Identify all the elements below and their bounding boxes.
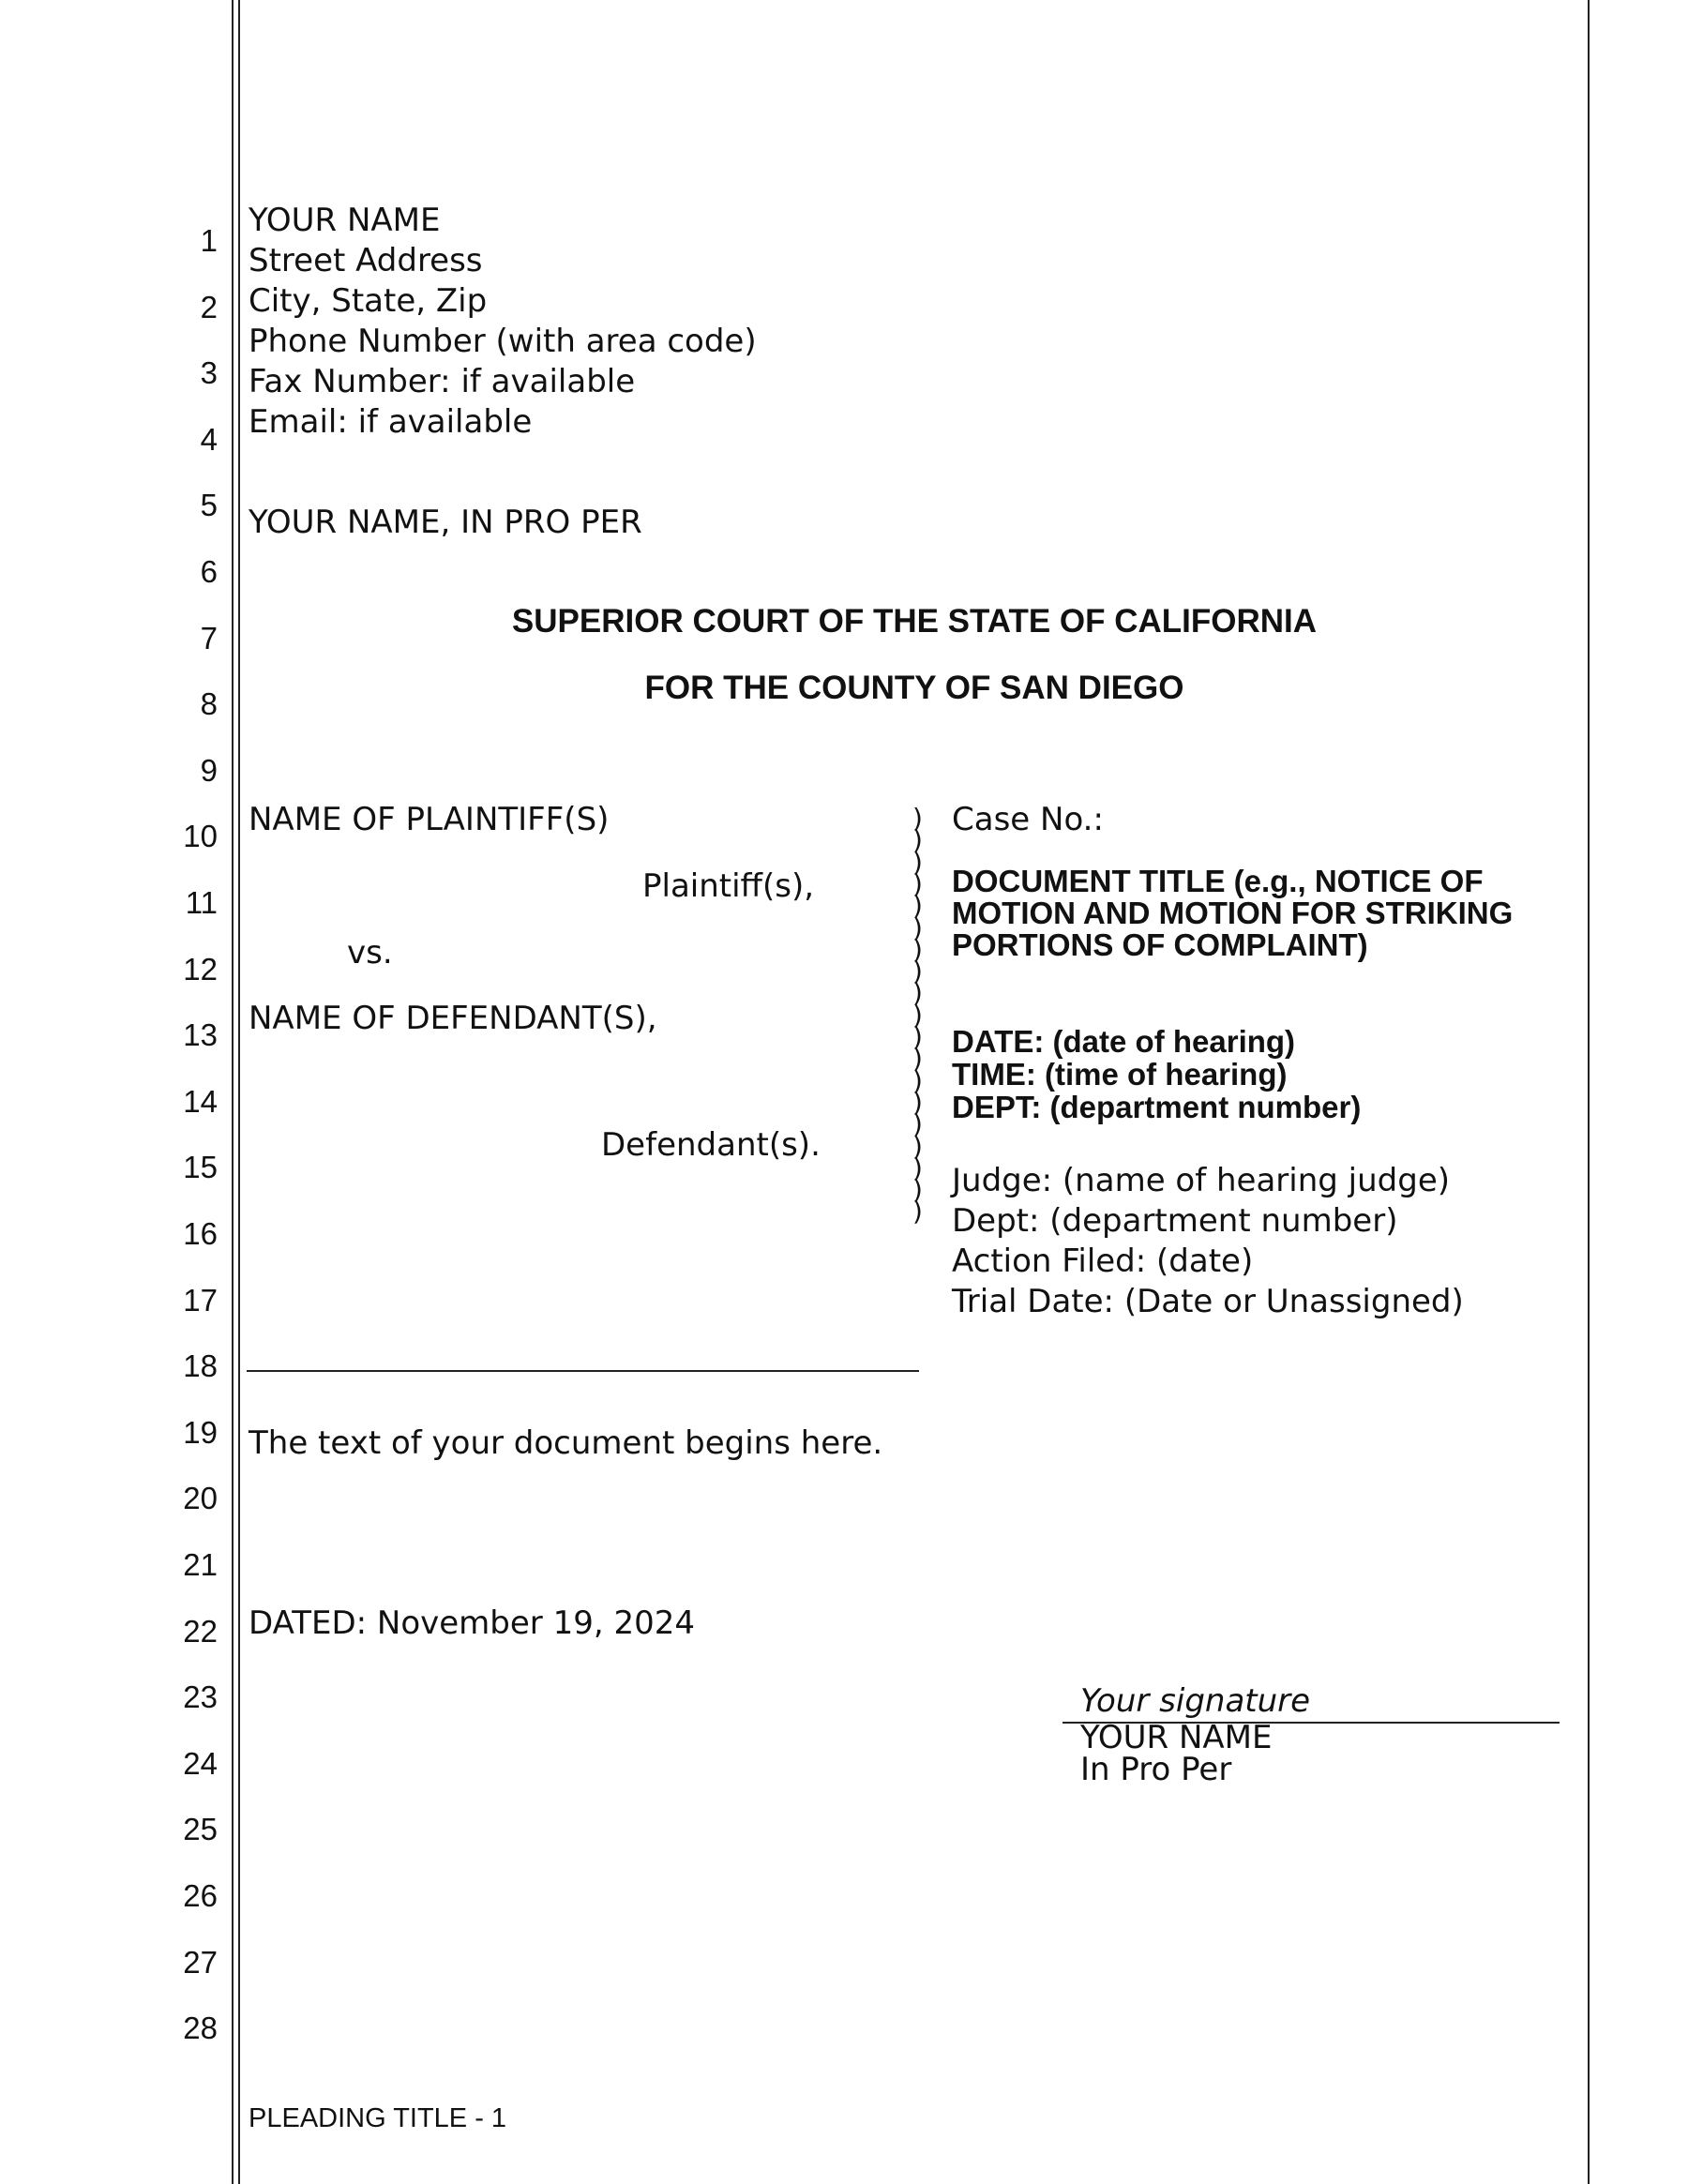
plaintiff-label: Plaintiff(s), <box>642 867 815 905</box>
caption-paren: ) <box>912 1021 923 1052</box>
hearing-date: DATE: (date of hearing) <box>952 1024 1296 1059</box>
line-number: 1 <box>200 223 218 258</box>
line-number: 15 <box>183 1150 218 1185</box>
versus: vs. <box>347 934 393 972</box>
line-number: 3 <box>200 355 218 391</box>
line-number: 17 <box>183 1282 218 1318</box>
caption-paren: ) <box>912 1174 923 1206</box>
signer-name: YOUR NAME <box>1080 1719 1273 1756</box>
line-number: 23 <box>183 1679 218 1715</box>
document-title-line: DOCUMENT TITLE (e.g., NOTICE OF <box>952 864 1484 898</box>
attorney-phone: Phone Number (with area code) <box>249 323 757 360</box>
line-number: 7 <box>200 620 218 655</box>
attorney-fax: Fax Number: if available <box>249 363 636 400</box>
line-number: 18 <box>183 1348 218 1384</box>
caption-paren: ) <box>912 890 923 922</box>
hearing-dept: DEPT: (department number) <box>952 1090 1362 1124</box>
line-number: 14 <box>183 1083 218 1119</box>
dept-line: Dept: (department number) <box>952 1202 1398 1240</box>
line-number: 21 <box>183 1547 218 1582</box>
attorney-street: Street Address <box>249 242 483 279</box>
court-county: FOR THE COUNTY OF SAN DIEGO <box>644 670 1184 706</box>
trial-date-line: Trial Date: (Date or Unassigned) <box>952 1283 1464 1320</box>
caption-paren: ) <box>912 803 923 834</box>
line-number: 26 <box>183 1878 218 1913</box>
plaintiff-name: NAME OF PLAINTIFF(S) <box>249 801 610 838</box>
line-number: 24 <box>183 1745 218 1781</box>
case-number-label: Case No.: <box>952 801 1104 838</box>
document-title <box>952 866 1513 961</box>
line-number: 22 <box>183 1613 218 1649</box>
line-number: 16 <box>183 1216 218 1251</box>
judge-line: Judge: (name of hearing judge) <box>952 1162 1451 1199</box>
caption-paren: ) <box>912 1196 923 1228</box>
left-margin-rule-inner <box>238 0 240 2184</box>
dated-line: DATED: November 19, 2024 <box>249 1604 695 1642</box>
caption-paren: ) <box>912 999 923 1031</box>
line-number: 13 <box>183 1017 218 1053</box>
body-text: The text of your document begins here. <box>249 1424 883 1462</box>
defendant-label: Defendant(s). <box>601 1126 821 1164</box>
line-number: 10 <box>183 819 218 854</box>
caption-paren: ) <box>912 1086 923 1118</box>
judge-info <box>952 1161 1464 1322</box>
defendant-name: NAME OF DEFENDANT(S), <box>249 1000 657 1037</box>
attorney-block <box>249 201 757 443</box>
line-number: 9 <box>200 752 218 788</box>
caption-paren: ) <box>912 956 923 987</box>
caption-paren: ) <box>912 977 923 1009</box>
line-number: 8 <box>200 686 218 722</box>
document-title-line: MOTION AND MOTION FOR STRIKING <box>952 896 1514 930</box>
line-number: 19 <box>183 1414 218 1450</box>
attorney-city: City, State, Zip <box>249 282 488 320</box>
line-number: 25 <box>183 1812 218 1847</box>
caption-paren: ) <box>912 933 923 965</box>
line-number: 4 <box>200 421 218 457</box>
line-number: 20 <box>183 1481 218 1516</box>
attorney-email: Email: if available <box>249 403 533 441</box>
caption-paren: ) <box>912 911 923 943</box>
line-number: 2 <box>200 289 218 324</box>
signature: Your signature <box>1080 1682 1311 1720</box>
action-filed-line: Action Filed: (date) <box>952 1243 1254 1280</box>
caption-paren: ) <box>912 1064 923 1096</box>
caption-divider <box>247 1370 919 1372</box>
left-margin-rule <box>232 0 234 2184</box>
footer-label: PLEADING TITLE - 1 <box>249 2103 507 2133</box>
line-number: 28 <box>183 2011 218 2046</box>
attorney-name: YOUR NAME <box>249 202 441 239</box>
line-number: 5 <box>200 488 218 523</box>
caption-paren: ) <box>912 846 923 878</box>
line-number: 12 <box>183 951 218 987</box>
hearing-time: TIME: (time of hearing) <box>952 1057 1288 1092</box>
caption-paren: ) <box>912 1043 923 1075</box>
right-margin-rule <box>1588 0 1590 2184</box>
caption-paren: ) <box>912 1152 923 1183</box>
hearing-info <box>952 1025 1361 1123</box>
line-number: 11 <box>185 885 218 920</box>
in-pro-per-line: YOUR NAME, IN PRO PER <box>249 504 642 541</box>
caption-paren: ) <box>912 867 923 899</box>
caption-paren: ) <box>912 824 923 856</box>
document-title-line: PORTIONS OF COMPLAINT) <box>952 927 1368 962</box>
caption-paren: ) <box>912 1130 923 1162</box>
court-name: SUPERIOR COURT OF THE STATE OF CALIFORNIA <box>511 603 1318 640</box>
line-number: 27 <box>183 1944 218 1980</box>
caption-paren: ) <box>912 1108 923 1140</box>
signer-title: In Pro Per <box>1080 1751 1232 1788</box>
line-number: 6 <box>200 554 218 589</box>
